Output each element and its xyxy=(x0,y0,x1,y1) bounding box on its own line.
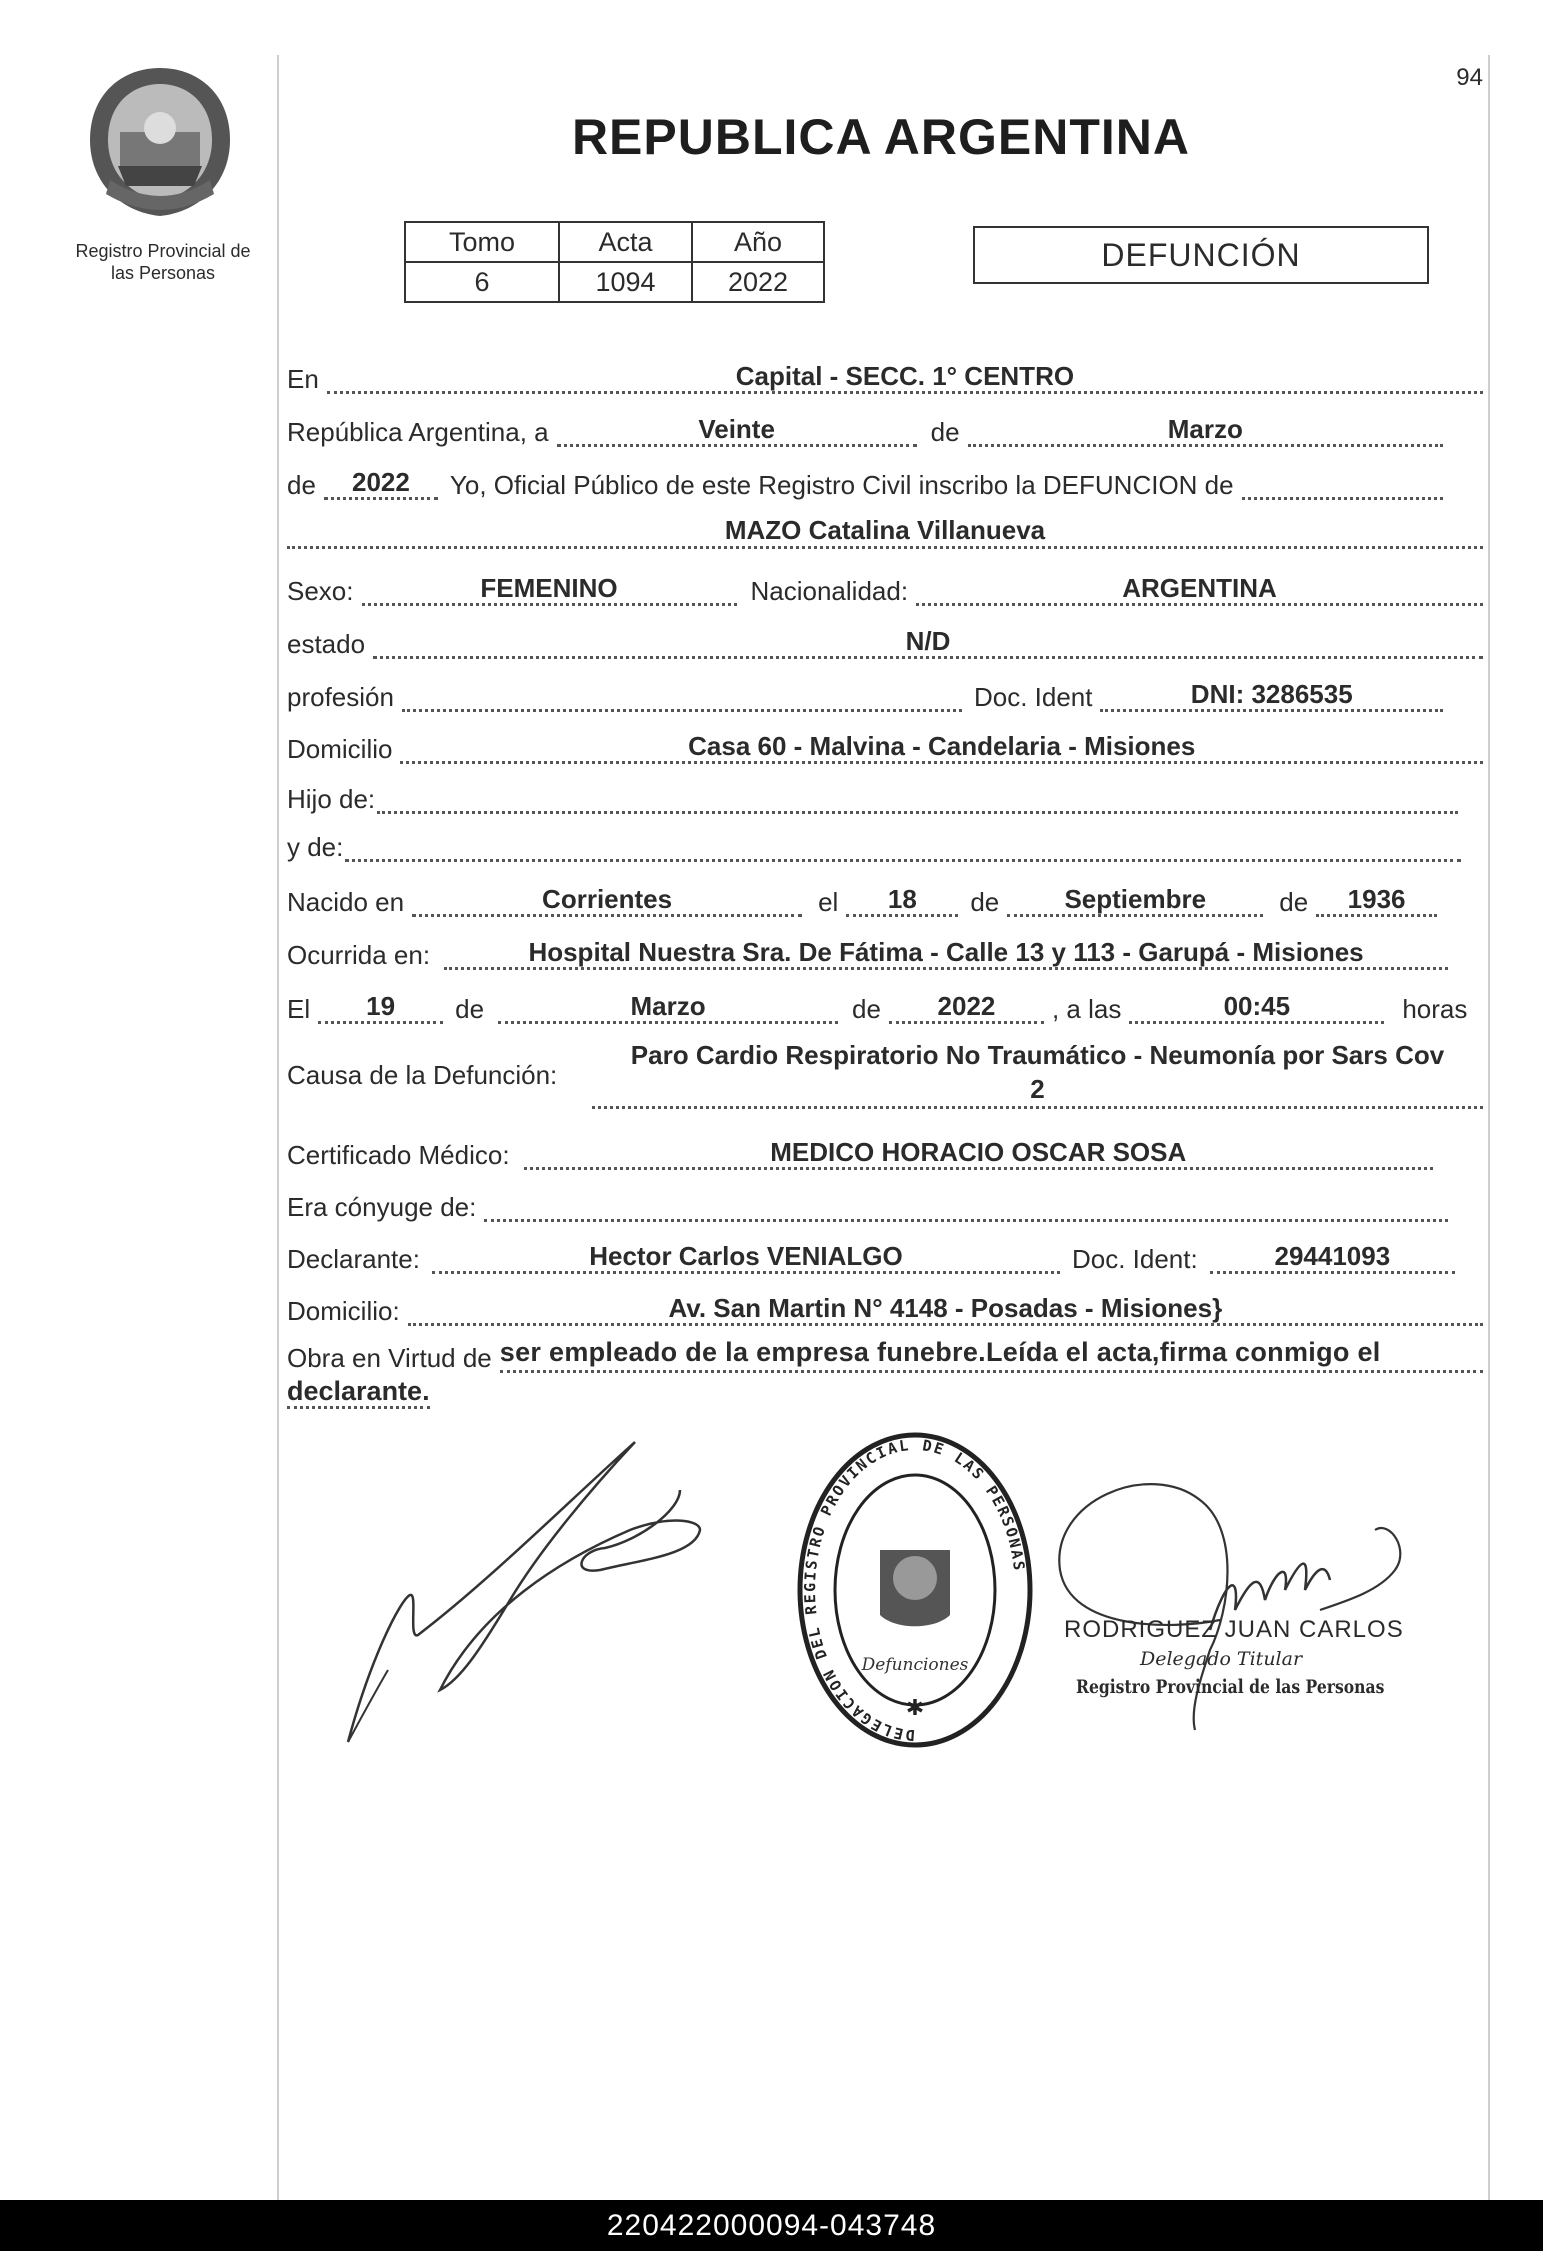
row-domicilio-declarante: Domicilio: Av. San Martin N° 4148 - Posadas - Misiones} xyxy=(287,1284,1483,1326)
obra-line1: ser empleado de la empresa funebre.Leída el acta,firma conmigo el xyxy=(500,1334,1483,1373)
trailing-field xyxy=(1242,467,1443,500)
declarante-field: Hector Carlos VENIALGO xyxy=(432,1241,1060,1274)
row-anio: de 2022 Yo, Oficial Público de este Registro Civil inscribo la DEFUNCION de xyxy=(287,458,1443,500)
row-conyuge: Era cónyuge de: xyxy=(287,1180,1448,1222)
row-estado: estado N/D xyxy=(287,617,1483,659)
official-org: Registro Provincial de las Personas xyxy=(1076,1676,1385,1698)
dia-letras-field: Veinte xyxy=(557,414,917,447)
def-mes-field: Marzo xyxy=(498,991,838,1024)
acta-label: Acta xyxy=(559,222,692,262)
causa-field: Paro Cardio Respiratorio No Traumático - Neumonía por Sars Cov 2 xyxy=(592,1038,1483,1109)
tomo-value: 6 xyxy=(405,262,559,302)
tomo-label: Tomo xyxy=(405,222,559,262)
row-fecha-defuncion: El 19 de Marzo de 2022 , a las 00:45 horas xyxy=(287,991,1468,1024)
declarante-doc-field: 29441093 xyxy=(1210,1241,1455,1274)
anio-label: Año xyxy=(692,222,824,262)
stamp-inner-text: Defunciones xyxy=(861,1655,969,1675)
domicilio-field: Casa 60 - Malvina - Candelaria - Misiones xyxy=(400,731,1483,764)
page-number: 94 xyxy=(1456,64,1483,91)
anio-field: 2022 xyxy=(324,467,438,500)
nombre-field: MAZO Catalina Villanueva xyxy=(287,514,1483,549)
right-margin-line xyxy=(1488,55,1490,2205)
row-sexo: Sexo: FEMENINO Nacionalidad: ARGENTINA xyxy=(287,564,1483,606)
row-nacimiento: Nacido en Corrientes el 18 de Septiembre de 1936 xyxy=(287,875,1437,917)
nacido-en-field: Corrientes xyxy=(412,884,802,917)
sexo-field: FEMENINO xyxy=(362,573,737,606)
row-y-de: y de: xyxy=(287,820,1461,862)
obra-line2: declarante. xyxy=(287,1376,430,1409)
row-fecha-inscripcion: República Argentina, a Veinte de Marzo xyxy=(287,405,1443,447)
certificado-field: MEDICO HORACIO OSCAR SOSA xyxy=(524,1137,1433,1170)
row-domicilio: Domicilio Casa 60 - Malvina - Candelaria - Misiones xyxy=(287,722,1483,764)
profesion-field xyxy=(402,679,962,712)
nac-anio-field: 1936 xyxy=(1316,884,1437,917)
nac-dia-field: 18 xyxy=(846,884,958,917)
nacionalidad-field: ARGENTINA xyxy=(916,573,1483,606)
mes-field: Marzo xyxy=(968,414,1443,447)
stamp-ring-text: DELEGACION DEL REGISTRO PROVINCIAL DE LAS PERSONAS xyxy=(800,1435,1029,1745)
domicilio-declarante-field: Av. San Martin N° 4148 - Posadas - Misiones} xyxy=(408,1293,1483,1326)
anio-value: 2022 xyxy=(692,262,824,302)
doc-field: DNI: 3286535 xyxy=(1100,679,1443,712)
estado-field: N/D xyxy=(373,626,1483,659)
row-causa: Causa de la Defunción: Paro Cardio Respiratorio No Traumático - Neumonía por Sars Cov 2 xyxy=(287,1038,1483,1118)
lugar-field: Capital - SECC. 1° CENTRO xyxy=(327,361,1483,394)
ocurrida-en-field: Hospital Nuestra Sra. De Fátima - Calle 13 y 113 - Garupá - Misiones xyxy=(444,937,1448,970)
conyuge-field xyxy=(484,1189,1448,1222)
y-de-field xyxy=(345,829,1461,862)
row-profesion: profesión Doc. Ident DNI: 3286535 xyxy=(287,670,1443,712)
row-obra: Obra en Virtud de ser empleado de la empresa funebre.Leída el acta,firma conmigo el declarante. xyxy=(287,1334,1483,1409)
row-hijo-de: Hijo de: xyxy=(287,772,1458,814)
official-signature-icon xyxy=(1050,1460,1430,1740)
declarant-signature-icon xyxy=(340,1430,720,1760)
svg-text:✱: ✱ xyxy=(905,1695,925,1720)
row-lugar: En Capital - SECC. 1° CENTRO xyxy=(287,352,1483,394)
nac-mes-field: Septiembre xyxy=(1007,884,1263,917)
hora-field: 00:45 xyxy=(1129,991,1384,1024)
def-anio-field: 2022 xyxy=(889,991,1044,1024)
row-ocurrida: Ocurrida en: Hospital Nuestra Sra. De Fátima - Calle 13 y 113 - Garupá - Misiones xyxy=(287,928,1448,970)
org-name: Registro Provincial de las Personas xyxy=(75,241,251,283)
footer-barcode-text: 220422000094-043748 xyxy=(0,2200,1543,2251)
official-stamp-icon xyxy=(795,1430,1035,1750)
acta-value: 1094 xyxy=(559,262,692,302)
record-type: DEFUNCIÓN xyxy=(973,226,1429,284)
record-table xyxy=(404,221,825,303)
row-declarante: Declarante: Hector Carlos VENIALGO Doc. Ident: 29441093 xyxy=(287,1232,1455,1274)
official-name: RODRIGUEZ JUAN CARLOS xyxy=(1064,1616,1404,1643)
document-title: REPUBLICA ARGENTINA xyxy=(571,109,1191,165)
left-margin-line xyxy=(277,55,279,2205)
def-dia-field: 19 xyxy=(318,991,443,1024)
row-certificado: Certificado Médico: MEDICO HORACIO OSCAR SOSA xyxy=(287,1128,1433,1170)
hijo-de-field xyxy=(377,781,1458,814)
official-role: Delegado Titular xyxy=(1140,1648,1303,1670)
